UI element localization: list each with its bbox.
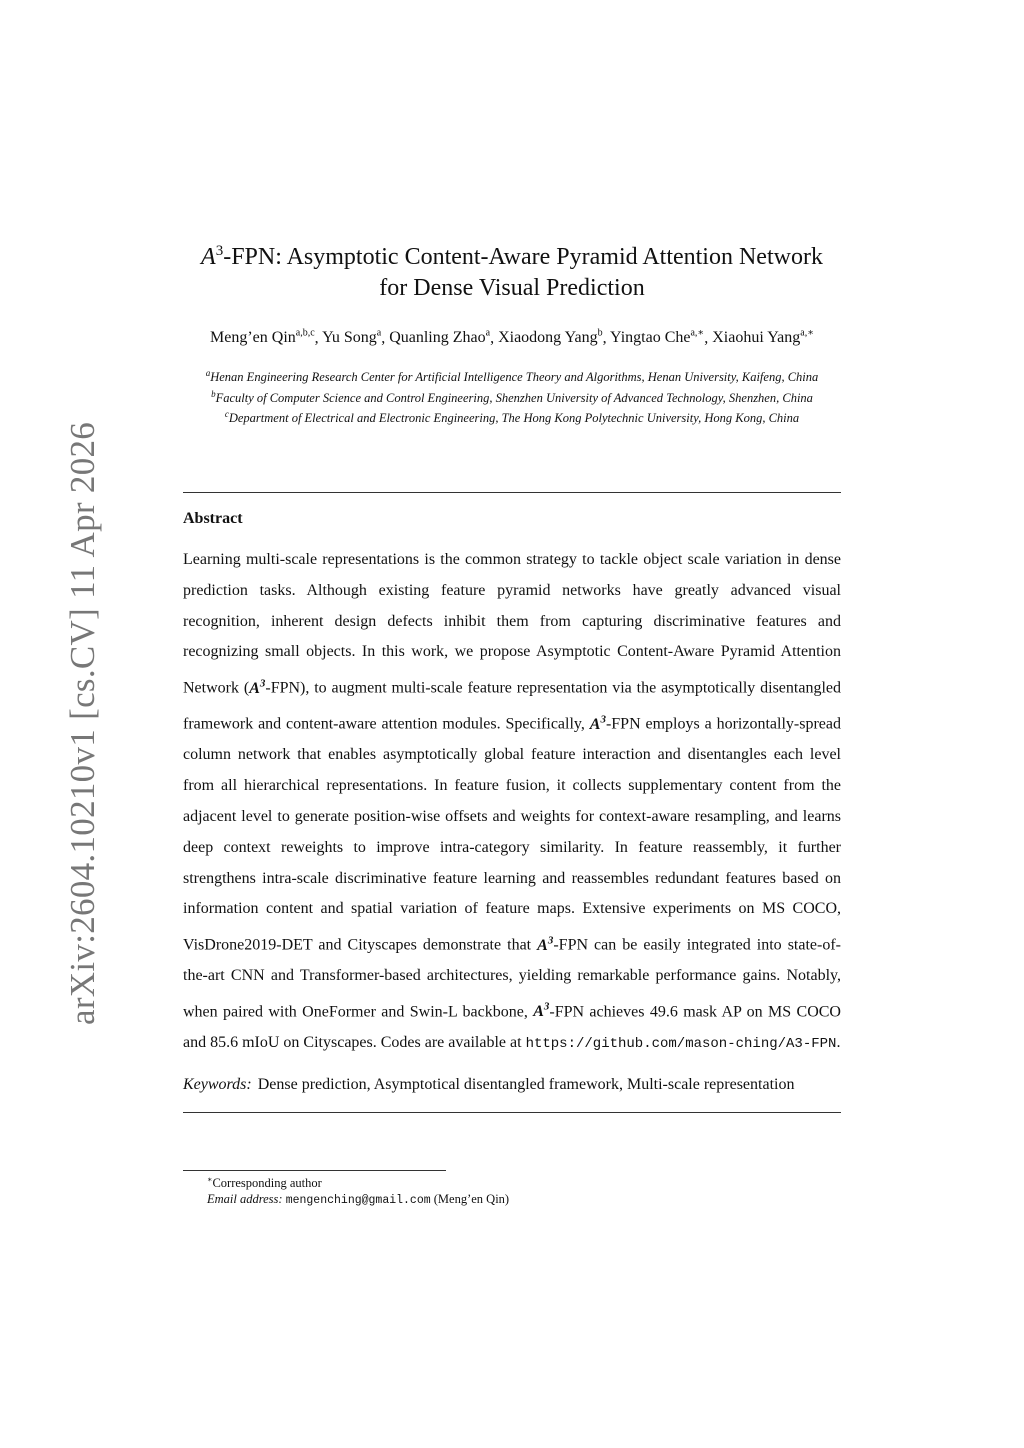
title-symbol: A [201,244,216,270]
author: Xiaohui Yang$^{a,∗}$ [712,328,814,347]
affiliation-list [170,365,854,427]
method-symbol: $A^3$ [533,1001,550,1021]
keywords-text: Dense prediction, Asymptotical disentangled framework, Multi-scale representation [257,1076,795,1093]
code-link[interactable]: https://github.com/mason-ching/A3-FPN [525,1036,837,1053]
author: Quanling Zhao$^a$ [389,328,491,347]
title-symbol-sup: 3 [215,243,224,259]
keywords-label: Keywords: [183,1076,252,1093]
method-symbol: $A^3$ [537,934,554,954]
abstract-heading: Abstract [183,510,243,527]
footnote-email: Email address: mengenching@gmail.com (Meng’en Qin) [207,1192,510,1207]
arxiv-sidebar [15,0,102,1448]
title-line1: -FPN: Asymptotic Content-Aware Pyramid Attention Network [223,244,823,270]
author: Xiaodong Yang$^b$ [498,328,603,347]
title-line2: for Dense Visual Prediction [379,275,645,301]
affiliation: $^c$Department of Electrical and Electronic Engineering, The Hong Kong Polytechnic University, Hong Kong, China [224,409,800,426]
email-link[interactable]: mengenching@gmail.com [285,1194,431,1207]
abstract-bottom-rule [183,1112,841,1113]
keywords [183,1076,841,1094]
footnote-rule [183,1170,446,1171]
author-list: Meng’en Qin$^{a,b,c}$, Yu Song$^a$, Quanling Zhao$^a$, Xiaodong Yang$^b$, Yingtao Che$^{a,∗}$, Xiaohui Yang$^{a,∗}$ [210,328,814,347]
method-symbol: $A^3$ [249,677,266,697]
author: Yu Song$^a$ [322,328,382,347]
author: Meng’en Qin$^{a,b,c}$ [210,328,315,347]
abstract-top-rule [183,492,841,493]
abstract-body: Learning multi-scale representations is the common strategy to tackle object scale variation in dense prediction tasks. Although existing feature pyramid networks have greatly advanced visual recognition, inherent design defects inhibit them from capturing discriminative features and recognizing small objects. In this work, we propose Asymptotic Content-Aware Pyramid Attention Network $(A^3-FPN)$, to augment multi-scale feature representation via the asymptotically disentangled framework and content-aware attention modules. Specifically, $A^3$-FPN employs a horizontally-spread column network that enables asymptotically global feature interaction and disentangles each level from all hierarchical representations. In feature fusion, it collects supplementary content from the adjacent level to generate position-wise offsets and weights for context-aware resampling, and learns deep context reweights to improve intra-category similarity. In feature reassembly, it further strengthens intra-scale discriminative feature learning and reassembles redundant features based on information content and spatial variation of feature maps. Extensive experiments on MS COCO, VisDrone2019-DET and Cityscapes demonstrate that $A^3$-FPN can be easily integrated into state-of-the-art CNN and Transformer-based architectures, yielding remarkable performance gains. Notably, when paired with OneFormer and Swin-L backbone, $A^3$-FPN achieves 49.6 mask AP on MS COCO and 85.6 mIoU on Cityscapes. Codes are available at https://github.com/mason-ching/A3-FPN. [183,551,842,1053]
method-symbol: $A^3$ [589,713,606,733]
affiliation: $^a$Henan Engineering Research Center for Artificial Intelligence Theory and Algorithms, Henan University, Kaifeng, China [205,368,819,385]
paper-title [160,236,864,304]
affiliation: $^b$Faculty of Computer Science and Control Engineering, Shenzhen University of Advanced Technology, Shenzhen, China [211,388,813,405]
arxiv-identifier: arXiv:2604.10210v1 [cs.CV] 11 Apr 2026 [63,421,102,1025]
footnote-corresponding: ∗Corresponding author [207,1175,322,1191]
author: Yingtao Che$^{a,∗}$ [610,328,705,347]
